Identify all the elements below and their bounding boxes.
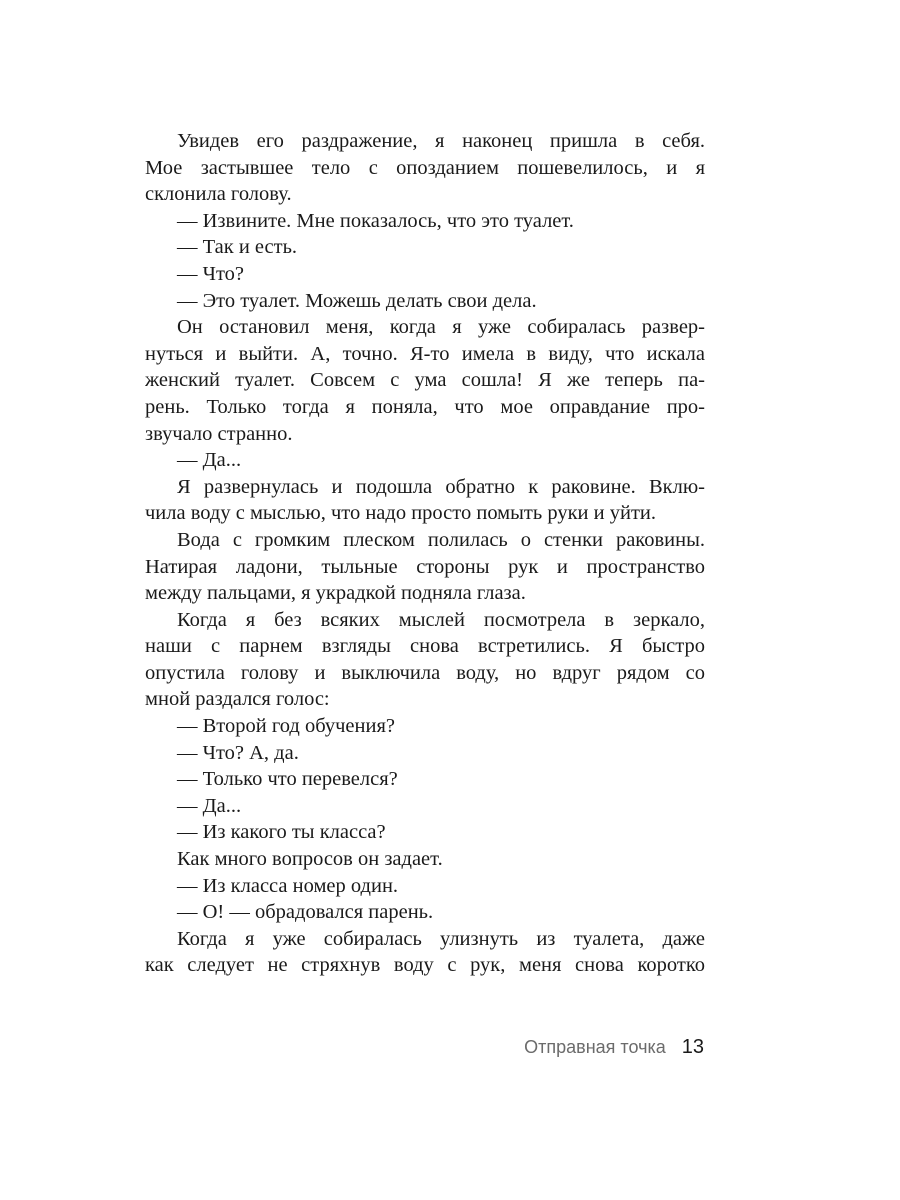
text-line: Когда я уже собиралась улизнуть из туалета, даже <box>177 927 705 950</box>
text-line: — Что? <box>177 262 244 285</box>
text-line: Мое застывшее тело с опозданием пошевелилось, и я <box>145 156 705 179</box>
text-line: — Да... <box>177 794 242 817</box>
text-line: — Из какого ты класса? <box>177 821 386 844</box>
text-line: женский туалет. Совсем с ума сошла! Я же теперь па- <box>145 369 705 392</box>
text-line: Вода с громким плеском полилась о стенки раковины. <box>177 528 705 551</box>
text-line: между пальцами, я украдкой подняла глаза. <box>145 582 526 605</box>
text-line: — Так и есть. <box>177 236 298 259</box>
text-line: — Да... <box>177 449 242 472</box>
running-title: Отправная точка <box>524 1037 666 1057</box>
text-line: Увидев его раздражение, я наконец пришла в себя. <box>177 130 705 152</box>
text-line: — Из класса номер один. <box>177 874 399 897</box>
text-line: Когда я без всяких мыслей посмотрела в зеркало, <box>177 608 705 631</box>
text-line: наши с парнем взгляды снова встретились. Я быстро <box>145 635 705 658</box>
text-line: Я развернулась и подошла обратно к раковине. Вклю- <box>177 475 705 498</box>
text-line: Натирая ладони, тыльные стороны рук и пространство <box>145 555 705 578</box>
text-line: — Это туалет. Можешь делать свои дела. <box>177 289 537 312</box>
text-line: нуться и выйти. А, точно. Я-то имела в виду, что искала <box>145 342 705 365</box>
text-line: — Извините. Мне показалось, что это туалет. <box>177 209 574 232</box>
body-text <box>145 128 705 979</box>
text-line: опустила голову и выключила воду, но вдруг рядом со <box>145 661 705 684</box>
text-line: Как много вопросов он задает. <box>177 848 443 871</box>
text-line: — Второй год обучения? <box>177 715 395 738</box>
text-line: — Что? А, да. <box>177 741 299 764</box>
text-line: звучало странно. <box>145 422 293 445</box>
text-line: склонила голову. <box>145 183 292 206</box>
text-line: рень. Только тогда я поняла, что мое оправдание про- <box>145 395 705 418</box>
page-footer <box>524 1036 704 1062</box>
text-line: — О! — обрадовался парень. <box>177 901 434 924</box>
text-line: — Только что перевелся? <box>177 768 398 791</box>
text-line: как следует не стряхнув воду с рук, меня снова коротко <box>145 954 705 977</box>
page-number: 13 <box>681 1036 704 1058</box>
text-line: чила воду с мыслью, что надо просто помыть руки и уйти. <box>145 502 657 525</box>
text-line: Он остановил меня, когда я уже собиралась развер- <box>177 316 705 339</box>
text-line: мной раздался голос: <box>145 688 330 711</box>
